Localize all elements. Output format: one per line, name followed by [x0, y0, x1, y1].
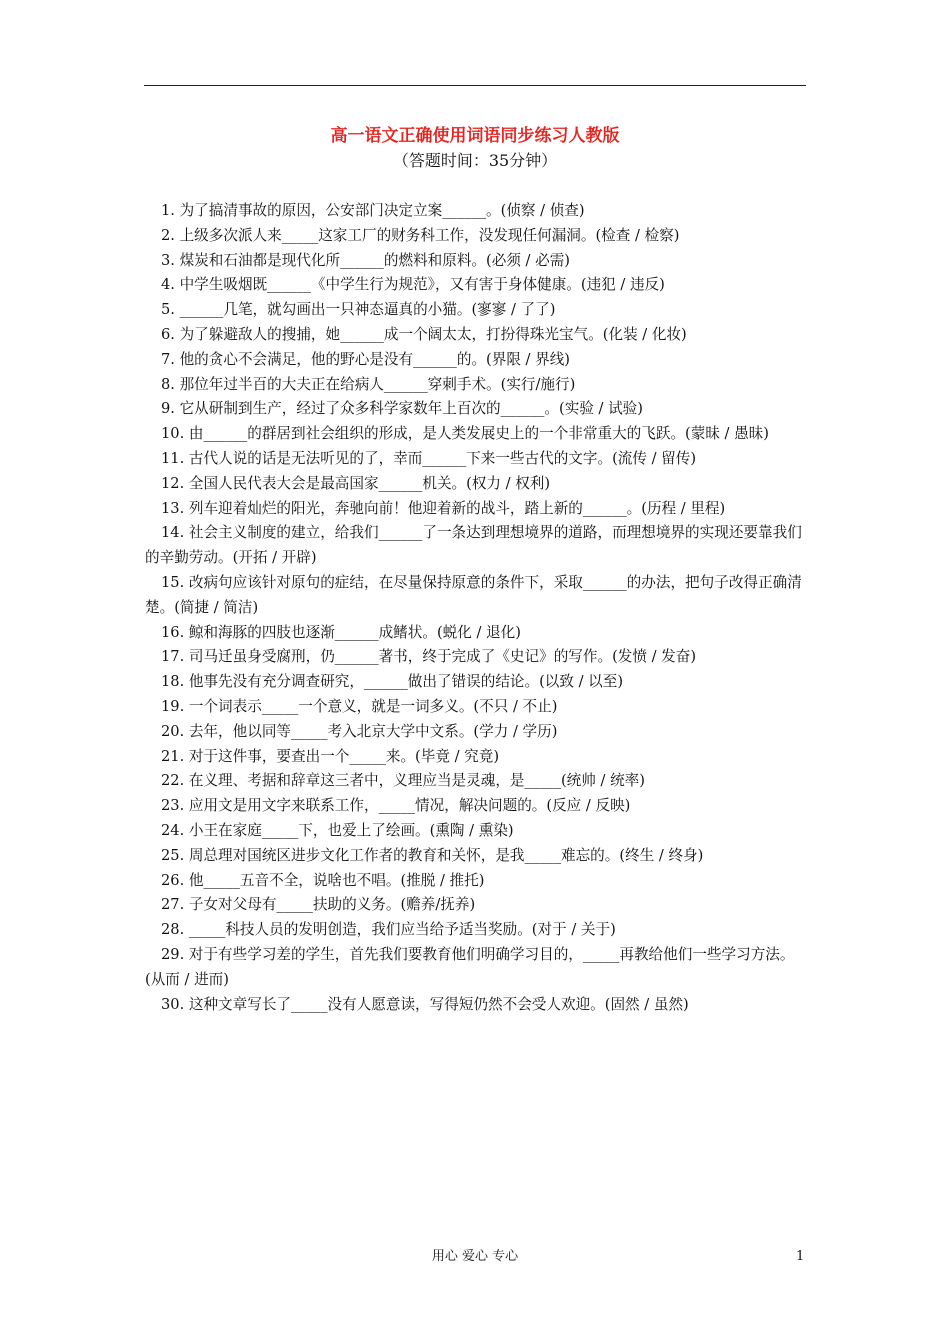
- question-item: 30. 这种文章写长了_____没有人愿意读，写得短仍然不会受人欢迎。(固然 / 虽然): [161, 995, 689, 1013]
- page-number: 1: [796, 1249, 805, 1264]
- question-item: 11. 古代人说的话是无法听见的了，幸而______下来一些古代的文字。(流传 / 留传): [161, 449, 697, 467]
- question-item: 7. 他的贪心不会满足，他的野心是没有______的。(界限 / 界线): [161, 350, 570, 368]
- question-item: 3. 煤炭和石油都是现代化所______的燃料和原料。(必须 / 必需): [161, 251, 570, 269]
- question-item: 29. 对于有些学习差的学生，首先我们要教育他们明确学习目的，_____再教给他们一些学习方法。(从而 / 进而): [145, 945, 795, 988]
- question-item: 13. 列车迎着灿烂的阳光，奔驰向前！他迎着新的战斗，踏上新的______。(历程 / 里程): [161, 499, 726, 517]
- footer-text: 用心 爱心 专心: [431, 1249, 519, 1264]
- document-title: 高一语文正确使用词语同步练习人教版: [330, 126, 620, 146]
- question-item: 2. 上级多次派人来_____这家工厂的财务科工作，没发现任何漏洞。(检查 / 检察): [161, 226, 680, 244]
- question-item: 18. 他事先没有充分调查研究，______做出了错误的结论。(以致 / 以至): [161, 673, 624, 691]
- question-item: 20. 去年，他以同等_____考入北京大学中文系。(学力 / 学历): [161, 722, 558, 740]
- question-item: 9. 它从研制到生产，经过了众多科学家数年上百次的______。(实验 / 试验): [161, 400, 643, 418]
- question-item: 8. 那位年过半百的大夫正在给病人______穿刺手术。(实行/施行): [161, 375, 576, 393]
- document-subtitle: （答题时间：35分钟）: [392, 151, 558, 170]
- question-item: 6. 为了躲避敌人的搜捕，她______成一个阔太太，打扮得珠光宝气。(化装 / 化妆): [161, 325, 687, 343]
- question-item: 16. 鲸和海豚的四肢也逐渐______成鳍状。(蜕化 / 退化): [161, 623, 521, 641]
- question-item: 14. 社会主义制度的建立，给我们______了一条达到理想境界的道路，而理想境界的实现还要靠我们的辛勤劳动。(开拓 / 开辟): [145, 524, 802, 567]
- question-item: 22. 在义理、考据和辞章这三者中，义理应当是灵魂，是_____(统帅 / 统率): [161, 772, 645, 790]
- question-item: 19. 一个词表示_____一个意义，就是一词多义。(不只 / 不止): [161, 697, 558, 715]
- question-item: 28. _____科技人员的发明创造，我们应当给予适当奖励。(对于 / 关于): [161, 921, 616, 939]
- question-item: 27. 子女对父母有_____扶助的义务。(赡养/抚养): [161, 896, 476, 914]
- question-list: [145, 199, 807, 1017]
- question-item: 23. 应用文是用文字来联系工作，_____情况，解决问题的。(反应 / 反映): [161, 797, 631, 815]
- question-item: 1. 为了搞清事故的原因，公安部门决定立案______。(侦察 / 侦查): [161, 202, 585, 219]
- header-rule: [144, 85, 806, 86]
- question-item: 5. ______几笔，就勾画出一只神态逼真的小猫。(寥寥 / 了了): [161, 301, 556, 319]
- question-item: 21. 对于这件事，要查出一个_____来。(毕竟 / 究竟): [161, 747, 500, 765]
- question-item: 10. 由______的群居到社会组织的形成，是人类发展史上的一个非常重大的飞跃。(蒙昧 / 愚昧): [161, 425, 769, 443]
- question-item: 26. 他_____五音不全，说啥也不唱。(推脱 / 推托): [161, 871, 485, 889]
- question-item: 25. 周总理对国统区进步文化工作者的教育和关怀，是我_____难忘的。(终生 / 终身): [161, 846, 704, 864]
- question-item: 15. 改病句应该针对原句的症结，在尽量保持原意的条件下，采取______的办法，把句子改得正确清楚。(简捷 / 简洁): [145, 573, 802, 616]
- question-item: 4. 中学生吸烟既______《中学生行为规范》，又有害于身体健康。(违犯 / 违反): [161, 276, 665, 294]
- question-item: 24. 小王在家庭_____下，也爱上了绘画。(熏陶 / 熏染): [161, 821, 514, 839]
- question-item: 17. 司马迁虽身受腐刑，仍______著书，终于完成了《史记》的写作。(发愤 / 发奋): [161, 648, 697, 666]
- question-item: 12. 全国人民代表大会是最高国家______机关。(权力 / 权利): [161, 474, 551, 492]
